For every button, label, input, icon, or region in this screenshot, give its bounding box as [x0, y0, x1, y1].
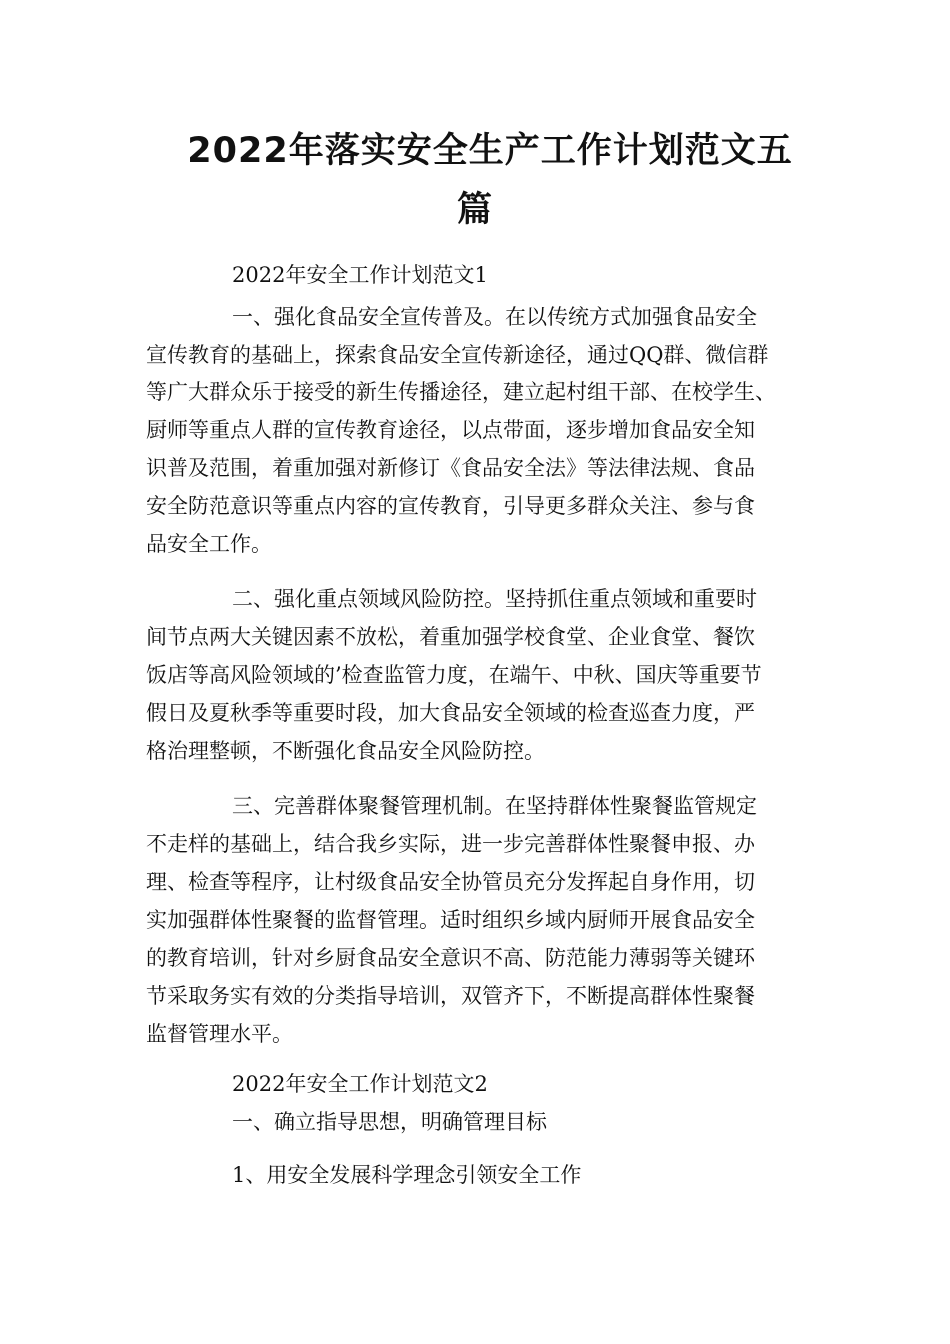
paragraph-1-line-3: 等广大群众乐于接受的新生传播途径，建立起村组干部、在校学生、	[146, 380, 776, 404]
paragraph-3-line-2: 不走样的基础上，结合我乡实际，进一步完善群体性聚餐申报、办	[146, 832, 755, 856]
subheading-1-1: 1、用安全发展科学理念引领安全工作	[232, 1163, 582, 1187]
paragraph-3-line-7: 监督管理水平。	[146, 1022, 293, 1046]
paragraph-1-line-2: 宣传教育的基础上，探索食品安全宣传新途径，通过QQ群、微信群	[146, 343, 769, 367]
paragraph-1-line-1: 一、强化食品安全宣传普及。在以传统方式加强食品安全	[232, 305, 757, 329]
paragraph-3-line-1: 三、完善群体聚餐管理机制。在坚持群体性聚餐监管规定	[232, 794, 757, 818]
paragraph-2-line-4: 假日及夏秋季等重要时段，加大食品安全领域的检查巡查力度，严	[146, 701, 755, 725]
section-heading-2: 2022年安全工作计划范文2	[232, 1072, 488, 1096]
paragraph-2-line-3: 饭店等高风险领域的’检查监管力度，在端午、中秋、国庆等重要节	[146, 663, 762, 687]
paragraph-1-line-4: 厨师等重点人群的宣传教育途径，以点带面，逐步增加食品安全知	[146, 418, 755, 442]
paragraph-2-line-5: 格治理整顿，不断强化食品安全风险防控。	[146, 739, 545, 763]
subheading-1: 一、确立指导思想，明确管理目标	[232, 1110, 547, 1134]
paragraph-3-line-4: 实加强群体性聚餐的监督管理。适时组织乡域内厨师开展食品安全	[146, 908, 755, 932]
paragraph-3-line-3: 理、检查等程序，让村级食品安全协管员充分发挥起自身作用，切	[146, 870, 755, 894]
document-title-line-2: 篇	[456, 190, 493, 230]
document-title-line-1: 2022年落实安全生产工作计划范文五	[187, 131, 793, 171]
paragraph-2-line-1: 二、强化重点领域风险防控。坚持抓住重点领域和重要时	[232, 587, 757, 611]
paragraph-2-line-2: 间节点两大关键因素不放松，着重加强学校食堂、企业食堂、餐饮	[146, 625, 755, 649]
paragraph-3-line-5: 的教育培训，针对乡厨食品安全意识不高、防范能力薄弱等关键环	[146, 946, 755, 970]
paragraph-3-line-6: 节采取务实有效的分类指导培训，双管齐下，不断提高群体性聚餐	[146, 984, 755, 1008]
section-heading-1: 2022年安全工作计划范文1	[232, 263, 488, 287]
paragraph-1-line-7: 品安全工作。	[146, 532, 272, 556]
paragraph-1-line-6: 安全防范意识等重点内容的宣传教育，引导更多群众关注、参与食	[146, 494, 755, 518]
paragraph-1-line-5: 识普及范围，着重加强对新修订《食品安全法》等法律法规、食品	[146, 456, 755, 480]
